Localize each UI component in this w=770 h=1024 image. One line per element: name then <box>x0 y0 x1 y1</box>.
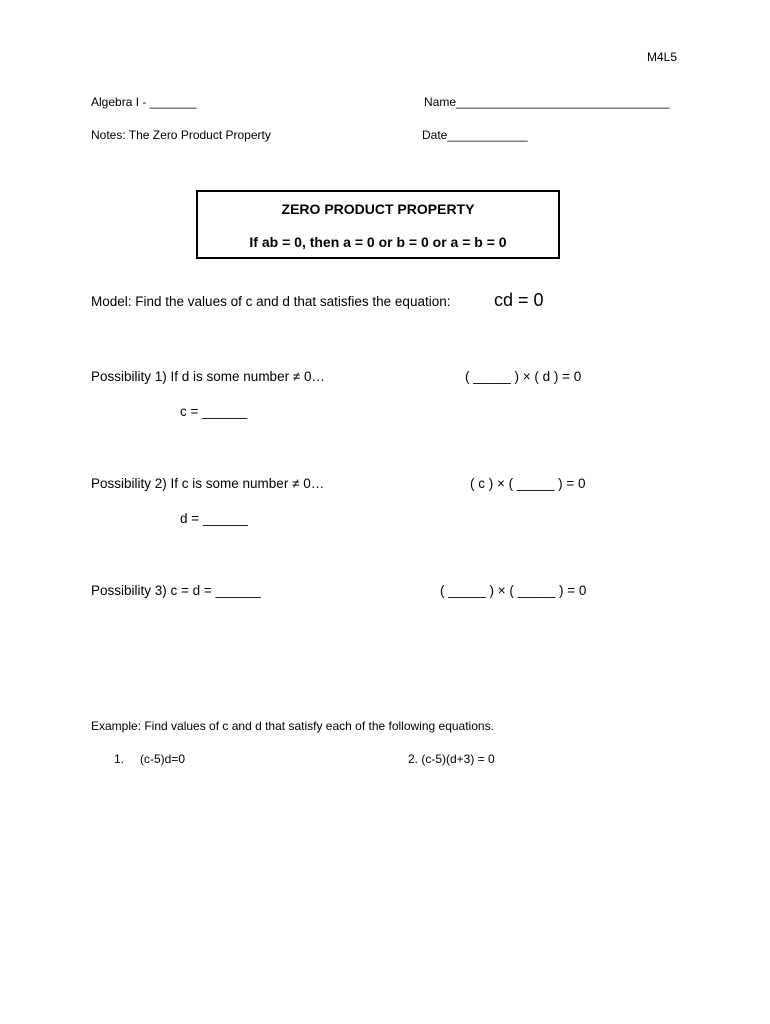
property-title: ZERO PRODUCT PROPERTY <box>281 201 475 217</box>
example-item-1: (c-5)d=0 <box>140 752 186 766</box>
possibility-1-label: Possibility 1) If d is some number ≠ 0… <box>91 369 325 384</box>
example-prompt: Example: Find values of c and d that satisfy each of the following equations. <box>91 719 494 733</box>
property-rule: If ab = 0, then a = 0 or b = 0 or a = b = 0 <box>249 234 507 250</box>
possibility-3-equation: ( _____ ) × ( _____ ) = 0 <box>440 583 587 598</box>
possibility-2-answer: d = ______ <box>180 511 248 526</box>
model-equation: cd = 0 <box>494 290 544 310</box>
course-label: Algebra I - _______ <box>91 95 197 109</box>
date-field: Date____________ <box>422 128 528 142</box>
possibility-2-label: Possibility 2) If c is some number ≠ 0… <box>91 476 325 491</box>
possibility-1-answer: c = ______ <box>180 404 248 419</box>
property-box <box>196 190 560 259</box>
notes-title: Notes: The Zero Product Property <box>91 128 271 142</box>
lesson-code: M4L5 <box>647 50 678 64</box>
name-field: Name________________________________ <box>424 95 670 109</box>
model-prompt: Model: Find the values of c and d that satisfies the equation: <box>91 294 451 309</box>
example-item-2: 2. (c-5)(d+3) = 0 <box>408 752 495 766</box>
possibility-2-equation: ( c ) × ( _____ ) = 0 <box>470 476 586 491</box>
example-item-1-number: 1. <box>114 752 125 766</box>
possibility-1-equation: ( _____ ) × ( d ) = 0 <box>465 369 582 384</box>
possibility-3-label: Possibility 3) c = d = ______ <box>91 583 261 598</box>
